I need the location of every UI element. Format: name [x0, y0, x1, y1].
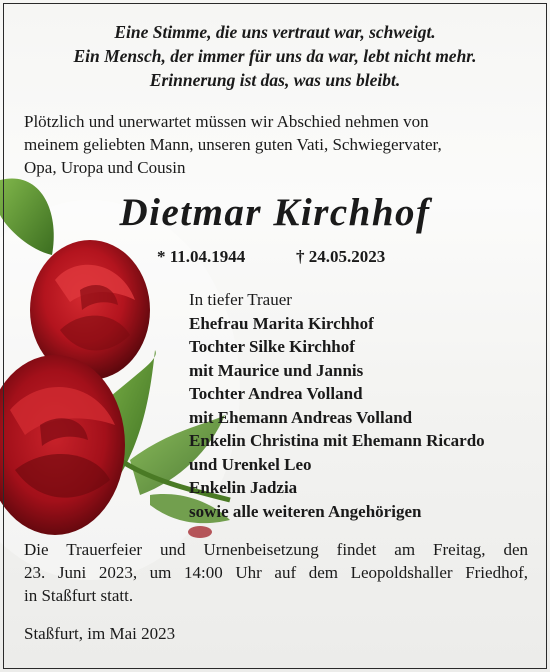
intro-line: meinem geliebten Mann, unseren guten Vati, Schwiegervater, [24, 135, 442, 154]
funeral-line: Die Trauerfeier und Urnenbeisetzung findet am Freitag, den [24, 540, 528, 559]
funeral-line: in Staßfurt statt. [24, 586, 134, 605]
mourner-name: sowie alle weiteren Angehörigen [189, 501, 422, 521]
mourner-name: mit Ehemann Andreas Volland [189, 407, 413, 427]
motto-line: Eine Stimme, die uns vertraut war, schweigt. [114, 22, 436, 42]
funeral-notice [24, 538, 528, 607]
mourner-name: Enkelin Christina mit Ehemann Ricardo [189, 431, 485, 450]
funeral-line: 23. Juni 2023, um 14:00 Uhr auf dem Leopoldshaller Friedhof, [24, 563, 528, 582]
motto-line: Erinnerung ist das, was uns bleibt. [149, 70, 401, 90]
mourners-list [189, 288, 534, 523]
mourner-name: Enkelin Jadzia [189, 478, 298, 497]
memorial-motto [0, 20, 550, 92]
motto-line: Ein Mensch, der immer für uns da war, lebt nicht mehr. [73, 46, 477, 66]
mourner-name: Ehefrau Marita Kirchhof [189, 313, 374, 333]
mourners-lead: In tiefer Trauer [189, 290, 292, 309]
mourner-name: Tochter Andrea Volland [189, 384, 363, 403]
intro-line: Opa, Uropa und Cousin [24, 158, 186, 177]
mourner-name: Tochter Silke Kirchhof [189, 337, 355, 356]
death-date: † 24.05.2023 [296, 247, 386, 266]
birth-date: * 11.04.1944 [157, 247, 246, 266]
mourner-name: und Urenkel Leo [189, 454, 312, 474]
intro-text [24, 110, 528, 179]
intro-line: Plötzlich und unerwartet müssen wir Abschied nehmen von [24, 112, 429, 131]
mourner-name: mit Maurice und Jannis [189, 360, 364, 380]
place-and-date: Staßfurt, im Mai 2023 [24, 624, 176, 643]
deceased-name: Dietmar Kirchhof [119, 191, 431, 234]
